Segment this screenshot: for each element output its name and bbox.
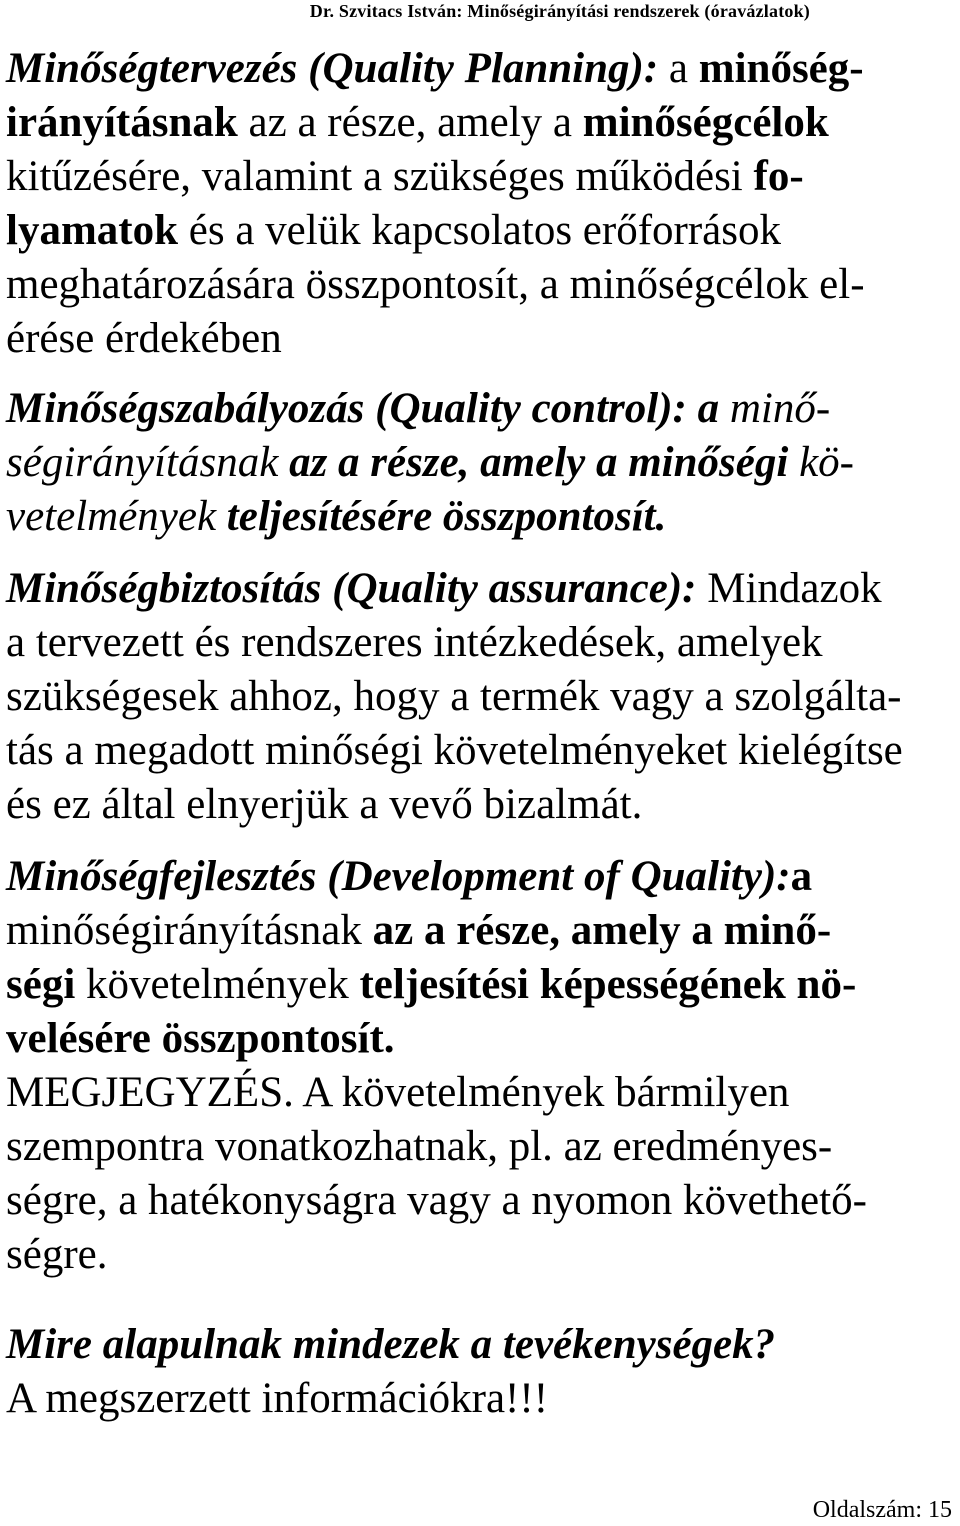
paragraph-quality-control: Minőségszabályozás (Quality control): a minő- ségirányításnak az a része, amely a minőségi kö- vetelmények teljesítésére összpontosít.	[6, 385, 854, 540]
closing-answer: A megszerzett információkra!!!	[6, 1375, 549, 1422]
closing-question-block	[6, 1318, 956, 1426]
page-number: Oldalszám: 15	[812, 1497, 952, 1523]
term-quality-assurance: Minőségbiztosítás (Quality assurance):	[6, 565, 697, 612]
paragraph-quality-assurance: Minőségbiztosítás (Quality assurance): Mindazok a tervezett és rendszeres intézkedések, amelyek szükségesek ahhoz, hogy a termék vagy a szolgálta- tás a megadott minőségi követelményeket kielégítse és ez által elnyerjük a vevő bizalmát.	[6, 565, 903, 828]
running-header: Dr. Szvitacs István: Minőségirányítási rendszerek (óravázlatok)	[309, 1, 810, 21]
closing-question: Mire alapulnak mindezek a tevékenységek?	[6, 1321, 776, 1368]
term-quality-development: Minőségfejlesztés (Development of Quality):	[6, 853, 791, 900]
paragraph-quality-planning: Minőségtervezés (Quality Planning): a minőség- irányításnak az a része, amely a minőségcélok kitűzésére, valamint a szükséges működési fo- lyamatok és a velük kapcsolatos erőforrások meghatározására összpontosít, a minőségcélok el- érése érdekében	[6, 45, 865, 362]
term-quality-control: Minőségszabályozás (Quality control): a	[6, 385, 720, 432]
document-body	[6, 42, 956, 1426]
paragraph-quality-development: Minőségfejlesztés (Development of Quality):a minőségirányításnak az a része, amely a minő- ségi követelmények teljesítési képességének nö- velésére összpontosít. MEGJEGYZÉS. A követelmények bármilyen szempontra vonatkozhatnak, pl. az eredményes- ségre, a hatékonyságra vagy a nyomon követhető- ségre.	[6, 850, 956, 1282]
note-megjegyzes: MEGJEGYZÉS. A követelmények bármilyen	[6, 1069, 790, 1116]
term-quality-planning: Minőségtervezés (Quality Planning):	[6, 45, 659, 92]
